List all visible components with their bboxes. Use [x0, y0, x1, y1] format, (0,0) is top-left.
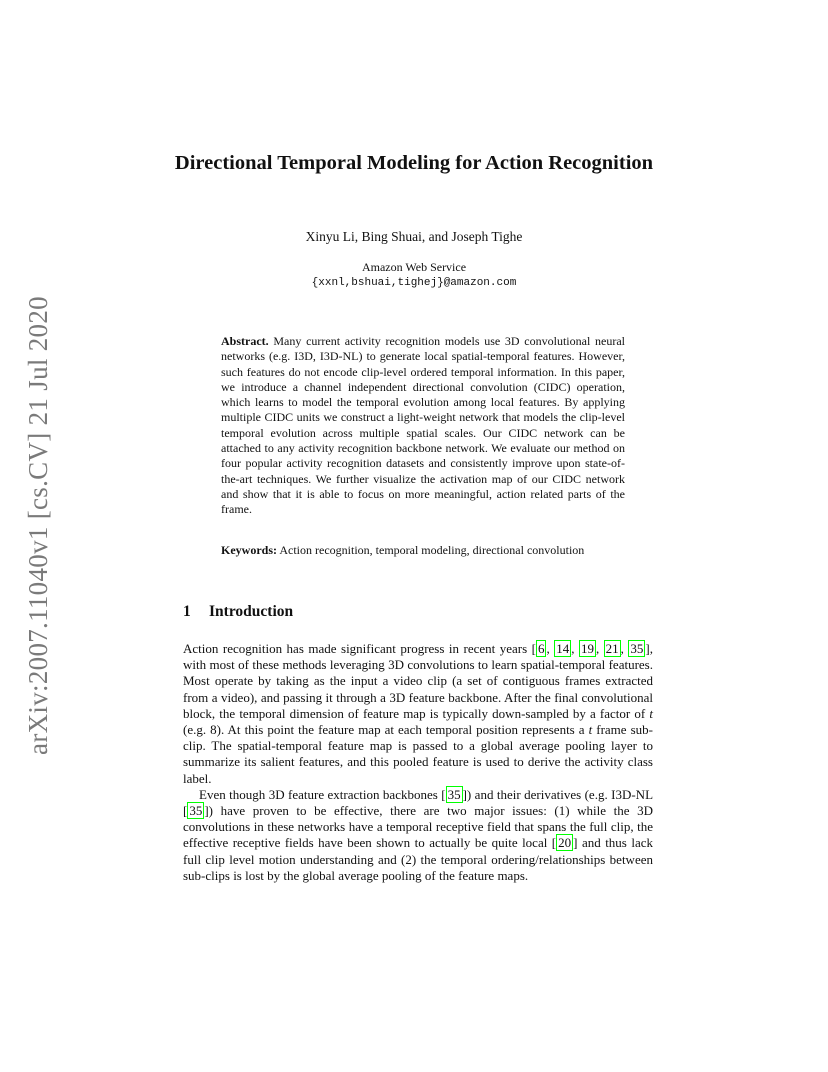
arxiv-identifier-text: arXiv:2007.11040v1 [cs.CV] 21 Jul 2020 [22, 295, 53, 755]
introduction-body [183, 641, 653, 884]
affiliation-block [150, 259, 678, 291]
paragraph-1-text: frame sub-clip. The spatial-temporal feature map is passed to a global average pooling layer to summarize its salient features, and this pooled feature is used to derive the activity class label. [183, 722, 653, 786]
paragraph-2-text: ]) and their derivatives (e.g. I3D-NL [ [183, 786, 654, 819]
paper-title: Directional Temporal Modeling for Action Recognition [174, 152, 654, 174]
author-list: Xinyu Li, Bing Shuai, and Joseph Tighe [305, 229, 523, 244]
citation-link[interactable]: 35 [630, 641, 644, 656]
paragraph-2 [183, 787, 653, 884]
abstract [221, 334, 625, 518]
arxiv-identifier-stamp [16, 295, 60, 755]
abstract-label: Abstract. [221, 334, 269, 348]
paragraph-1-text: Action recognition has made significant progress in recent years [ [183, 641, 536, 656]
abstract-text: Many current activity recognition models use 3D convolutional neural networks (e.g. I3D, I3D-NL) to generate local spatial-temporal features. However, such features do not encode clip-level ordered temporal information. In this paper, we introduce a channel independent directional convolution (CIDC) operation, which learns to model the temporal evolution among local features. By applying multiple CIDC units we construct a light-weight network that models the clip-level temporal evolution across multiple spatial scales. Our CIDC network can be attached to any activity recognition backbone network. We evaluate our method on four popular activity recognition datasets and consistently improve upon state-of-the-art techniques. We further visualize the activation map of our CIDC network and show that it is able to focus on more meaningful, action related parts of the frame. [221, 334, 625, 517]
keywords-label: Keywords: [221, 543, 277, 557]
math-variable: t [649, 705, 653, 721]
paragraph-2-text: ] and thus lack full clip level motion understanding and (2) the temporal ordering/relationships between sub-clips is lost by the global average pooling of the feature maps. [183, 835, 653, 883]
citation-link[interactable]: 21 [605, 641, 619, 656]
paragraph-1: Action recognition has made significant progress in recent years [ 6 , 14 , 19 , 21 , 35 ], with most of these methods leveraging 3D convolutions to learn spatial-temporal features. Most operate by taking as the input a video clip (a set of contiguous frames extracted from a video), and passing it through a 3D feature backbone. After the final convolutional block, the temporal dimension of feature map is typically down-sampled by a factor of t (e.g. 8). At this point the feature map at each temporal position represents a t frame sub-clip. The spatial-temporal feature map is passed to a global average pooling layer to summarize its salient features, and this pooled feature is used to derive the activity class label. [183, 641, 653, 786]
section-heading-introduction [183, 603, 653, 621]
paragraph-2-text: Even though 3D feature extraction backbones [ [199, 786, 446, 802]
math-variable: t [588, 722, 593, 738]
paragraph-1-text: (e.g. 8). At this point the feature map at each temporal position represents a [183, 722, 589, 738]
paragraph-2-text: ]) have proven to be effective, there are two major issues: (1) while the 3D convolutions in these networks have a temporal receptive field that spans the full clip, the effective receptive fields have been shown to actually be quite local [ [183, 803, 653, 851]
citation-link[interactable]: 19 [580, 641, 594, 656]
section-number: 1 [183, 603, 191, 620]
citation-link[interactable]: 6 [537, 641, 545, 656]
affiliation-name: Amazon Web Service [361, 260, 467, 274]
section-title: Introduction [209, 603, 294, 620]
keywords-text: Action recognition, temporal modeling, directional convolution [279, 543, 585, 557]
citation-link[interactable]: 14 [556, 641, 570, 656]
author-emails: {xxnl,bshuai,tighej}@amazon.com [311, 277, 517, 289]
paragraph-1-text: ], with most of these methods leveraging 3D convolutions to learn spatial-temporal features. Most operate by taking as the input a video clip (a set of contiguous frames extracted from a video), and passing it through a 3D feature backbone. After the final convolutional block, the temporal dimension of feature map is typically down-sampled by a factor of [183, 641, 653, 721]
citation-link[interactable]: 35 [189, 803, 203, 819]
keywords [221, 543, 625, 558]
citation-link[interactable]: 35 [447, 786, 461, 802]
citation-link[interactable]: 20 [558, 835, 572, 851]
